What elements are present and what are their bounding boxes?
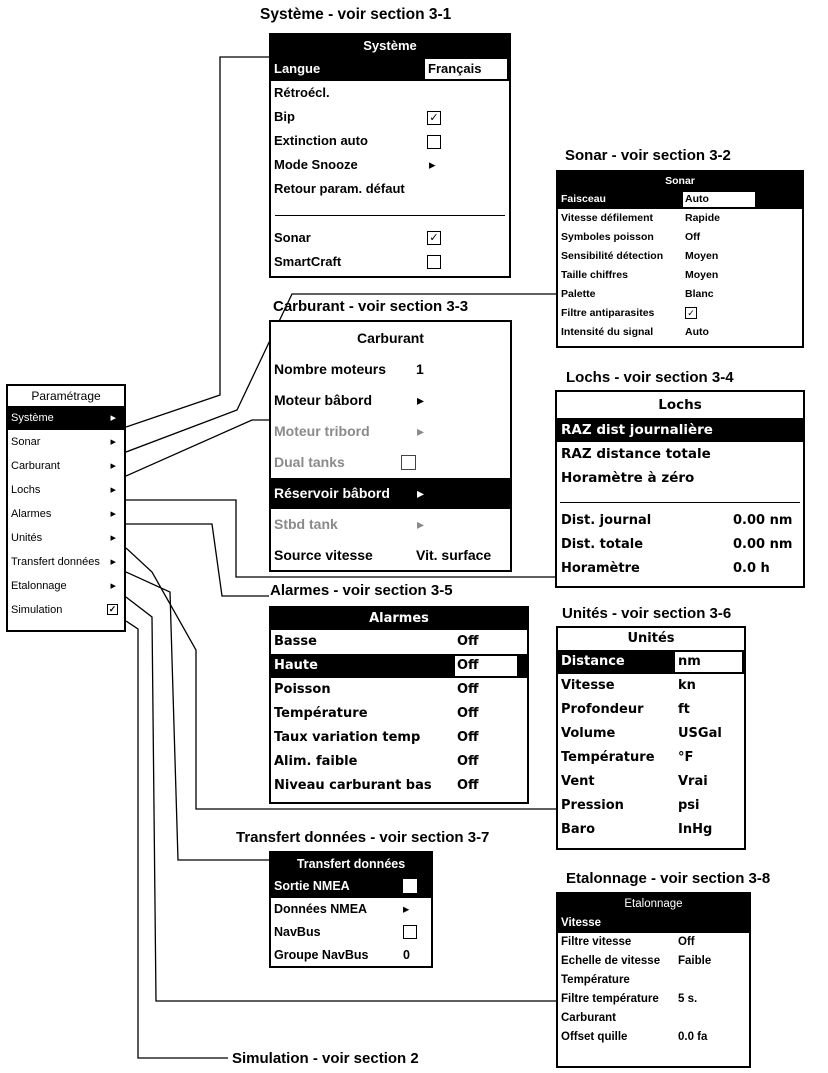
lochs-raz-totale-row[interactable]: RAZ distance totale xyxy=(561,446,711,462)
langue-value[interactable]: Français xyxy=(425,59,507,79)
chevron-right-icon: ▸ xyxy=(110,580,116,592)
sonar-row[interactable]: Palette Blanc xyxy=(561,288,714,300)
sonar-checkbox[interactable]: ✓ xyxy=(427,231,441,245)
carburant-title: Carburant xyxy=(357,330,424,346)
lochs-row: Dist. totale 0.00 nm xyxy=(561,537,793,552)
unites-row[interactable]: Baro InHg xyxy=(561,822,713,837)
alarmes-row[interactable]: Taux variation temp Off xyxy=(274,730,479,745)
etalonnage-vitesse-row[interactable]: Vitesse xyxy=(558,914,749,933)
caption-unites: Unités - voir section 3-6 xyxy=(562,605,732,622)
connector-alarmes xyxy=(126,524,269,596)
caption-transfert: Transfert données - voir section 3-7 xyxy=(236,829,490,846)
etalonnage-row[interactable]: Filtre température 5 s. xyxy=(561,993,698,1005)
caption-lochs: Lochs - voir section 3-4 xyxy=(566,369,734,386)
unites-row[interactable]: Pression psi xyxy=(561,798,700,813)
unites-menu xyxy=(556,626,746,850)
caption-sonar: Sonar - voir section 3-2 xyxy=(565,147,731,164)
lochs-row: Dist. journal 0.00 nm xyxy=(561,513,793,528)
etalonnage-temperature-row[interactable]: Température xyxy=(561,974,630,986)
systeme-sonar-row[interactable]: Sonar ✓ xyxy=(271,226,509,250)
chevron-right-icon: ▸ xyxy=(110,460,116,472)
caption-alarmes: Alarmes - voir section 3-5 xyxy=(270,582,453,599)
caption-systeme: Système - voir section 3-1 xyxy=(260,6,452,23)
menu-item-simulation[interactable]: Simulation ✓ xyxy=(11,604,117,616)
menu-item-etalonnage[interactable]: Etalonnage ▸ xyxy=(8,574,124,598)
dual-tanks-checkbox[interactable] xyxy=(401,455,416,470)
lochs-row: Horamètre 0.0 h xyxy=(561,561,770,576)
systeme-divider xyxy=(275,215,505,216)
sonar-menu xyxy=(556,170,804,348)
menu-item-alarmes[interactable]: Alarmes ▸ xyxy=(8,502,124,526)
extinction-checkbox[interactable] xyxy=(427,135,441,149)
caption-etalonnage: Etalonnage - voir section 3-8 xyxy=(566,870,771,887)
lochs-divider xyxy=(560,502,800,503)
bip-checkbox[interactable]: ✓ xyxy=(427,111,441,125)
systeme-bip-row[interactable]: Bip ✓ xyxy=(271,105,509,129)
carburant-moteur-babord-row[interactable]: Moteur bâbord ▸ xyxy=(271,385,510,416)
menu-item-unites[interactable]: Unités ▸ xyxy=(8,526,124,550)
etalonnage-menu xyxy=(556,892,751,1068)
unites-row[interactable]: Profondeur ft xyxy=(561,702,690,717)
transfert-groupe-row[interactable]: Groupe NavBus 0 xyxy=(274,948,410,962)
etalonnage-carburant-row[interactable]: Carburant xyxy=(561,1012,616,1024)
alarmes-row[interactable]: Poisson Off xyxy=(274,682,479,697)
systeme-smartcraft-row[interactable]: SmartCraft xyxy=(271,250,509,274)
systeme-title: Système xyxy=(271,35,509,57)
carburant-source-row[interactable]: Source vitesse Vit. surface xyxy=(274,547,492,563)
chevron-right-icon: ▸ xyxy=(417,485,425,501)
unites-row[interactable]: Température °F xyxy=(561,750,694,765)
chevron-right-icon: ▸ xyxy=(417,392,425,408)
systeme-snooze-row[interactable]: Mode Snooze ▸ xyxy=(271,153,509,177)
systeme-menu xyxy=(269,33,511,278)
connector-transfert xyxy=(126,572,269,860)
filtre-antiparasites-checkbox[interactable]: ✓ xyxy=(685,307,697,319)
sonar-row-faisceau[interactable]: Faisceau Auto xyxy=(558,190,802,209)
transfert-sortie-row[interactable]: Sortie NMEA xyxy=(271,875,431,898)
menu-item-lochs[interactable]: Lochs ▸ xyxy=(8,478,124,502)
chevron-right-icon: ▸ xyxy=(110,508,116,520)
unites-title: Unités xyxy=(627,631,675,646)
chevron-right-icon: ▸ xyxy=(110,484,116,496)
parametrage-title: Paramétrage xyxy=(31,389,101,403)
sortie-nmea-checkbox[interactable] xyxy=(403,879,417,893)
chevron-right-icon: ▸ xyxy=(110,436,116,448)
menu-item-systeme[interactable]: Système ▸ xyxy=(8,406,124,430)
systeme-extinction-row[interactable]: Extinction auto xyxy=(271,129,509,153)
smartcraft-checkbox[interactable] xyxy=(427,255,441,269)
unites-row[interactable]: Vent Vrai xyxy=(561,774,708,789)
lochs-horametre-zero-row[interactable]: Horamètre à zéro xyxy=(561,470,695,486)
chevron-right-icon: ▸ xyxy=(417,516,425,532)
navbus-checkbox[interactable] xyxy=(403,925,417,939)
transfert-menu xyxy=(269,851,433,968)
etalonnage-row[interactable]: Echelle de vitesse Faible xyxy=(561,955,712,967)
lochs-title: Lochs xyxy=(658,397,702,413)
chevron-right-icon: ▸ xyxy=(110,556,116,568)
alarmes-row[interactable]: Température Off xyxy=(274,706,479,721)
menu-item-carburant[interactable]: Carburant ▸ xyxy=(8,454,124,478)
sonar-row[interactable]: Symboles poisson Off xyxy=(561,231,701,243)
carburant-dual-row[interactable]: Dual tanks xyxy=(271,447,510,478)
alarmes-title: Alarmes xyxy=(271,608,527,630)
transfert-donnees-row[interactable]: Données NMEA ▸ xyxy=(271,898,431,921)
chevron-right-icon: ▸ xyxy=(429,157,436,172)
etalonnage-row[interactable]: Offset quille 0.0 fa xyxy=(561,1031,708,1043)
sonar-title: Sonar xyxy=(558,172,802,190)
alarmes-row[interactable]: Basse Off xyxy=(274,634,479,649)
caption-carburant: Carburant - voir section 3-3 xyxy=(273,298,469,315)
carburant-menu xyxy=(269,320,512,572)
etalonnage-title: Etalonnage xyxy=(558,894,749,914)
carburant-reservoir-row[interactable]: Réservoir bâbord ▸ xyxy=(271,478,510,509)
sonar-row[interactable]: Intensité du signal Auto xyxy=(561,326,709,338)
etalonnage-row[interactable]: Filtre vitesse Off xyxy=(561,936,695,948)
sonar-row[interactable]: Filtre antiparasites ✓ xyxy=(558,304,802,323)
carburant-nombre-row[interactable]: Nombre moteurs 1 xyxy=(274,361,424,377)
haute-value: Off xyxy=(455,656,517,676)
unites-row[interactable]: Vitesse kn xyxy=(561,678,696,693)
lochs-raz-journ-row[interactable]: RAZ dist journalière xyxy=(557,418,803,442)
distance-value: nm xyxy=(675,652,742,672)
sonar-row[interactable]: Vitesse défilement Rapide xyxy=(561,212,721,224)
parametrage-menu xyxy=(6,384,126,632)
menu-item-sonar[interactable]: Sonar ▸ xyxy=(8,430,124,454)
menu-item-transfert[interactable]: Transfert données ▸ xyxy=(8,550,124,574)
alarmes-menu xyxy=(269,606,529,804)
caption-simulation: Simulation - voir section 2 xyxy=(232,1050,419,1067)
systeme-retour-row[interactable]: Retour param. défaut xyxy=(274,181,405,196)
chevron-right-icon: ▸ xyxy=(110,532,116,544)
transfert-title: Transfert données xyxy=(271,853,431,875)
chevron-right-icon: ▸ xyxy=(403,902,410,916)
unites-row-distance[interactable]: Distance nm xyxy=(558,650,744,674)
chevron-right-icon: ▸ xyxy=(417,423,425,439)
systeme-langue-row[interactable]: Langue Français xyxy=(271,57,509,81)
unites-row[interactable]: Volume USGal xyxy=(561,726,722,741)
transfert-navbus-row[interactable]: NavBus xyxy=(271,921,431,944)
simulation-checkbox[interactable]: ✓ xyxy=(108,604,117,614)
systeme-retro-row[interactable]: Rétroécl. xyxy=(274,85,330,100)
sonar-row[interactable]: Taille chiffres Moyen xyxy=(561,269,719,281)
alarmes-row[interactable]: Alim. faible Off xyxy=(274,754,479,769)
carburant-moteur-tribord-row[interactable]: Moteur tribord ▸ xyxy=(271,416,510,447)
alarmes-row-haute[interactable]: Haute Off xyxy=(271,654,527,678)
lochs-menu xyxy=(555,390,805,588)
sonar-row[interactable]: Sensibilité détection Moyen xyxy=(561,250,719,262)
alarmes-row[interactable]: Niveau carburant bas Off xyxy=(274,778,479,793)
connector-systeme xyxy=(126,57,269,427)
faisceau-value: Auto xyxy=(683,192,755,207)
carburant-stbd-row[interactable]: Stbd tank ▸ xyxy=(271,509,510,540)
